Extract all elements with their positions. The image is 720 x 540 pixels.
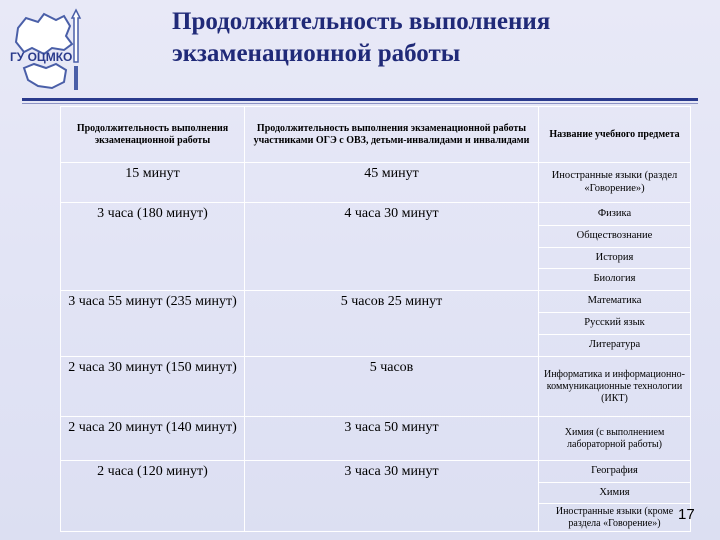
subject-cell: Химия: [539, 483, 691, 504]
extended-duration-cell: 5 часов: [245, 357, 539, 417]
header-extended-duration: Продолжительность выполнения экзаменационной работы участниками ОГЭ с ОВЗ, детьми-инвалидами и инвалидами: [245, 107, 539, 163]
extended-duration-cell: 3 часа 50 минут: [245, 417, 539, 461]
logo: [8, 6, 90, 98]
duration-cell: 3 часа (180 минут): [61, 203, 245, 291]
table-row: [61, 291, 691, 313]
table-row: [61, 203, 691, 226]
table-row: [61, 461, 691, 483]
subject-cell: Литература: [539, 335, 691, 357]
subject-cell: Математика: [539, 291, 691, 313]
extended-duration-cell: 4 часа 30 минут: [245, 203, 539, 291]
title-line-2: экзаменационной работы: [172, 40, 461, 67]
duration-table: [60, 106, 691, 532]
subject-cell: Физика: [539, 203, 691, 226]
duration-cell: 3 часа 55 минут (235 минут): [61, 291, 245, 357]
header-duration: Продолжительность выполнения экзаменационной работы: [61, 107, 245, 163]
page-number: 17: [678, 506, 695, 523]
subject-cell: Обществознание: [539, 226, 691, 248]
subject-cell: История: [539, 248, 691, 269]
subject-cell: Химия (с выполнением лабораторной работы): [539, 417, 691, 461]
duration-cell: 15 минут: [61, 163, 245, 203]
extended-duration-cell: 5 часов 25 минут: [245, 291, 539, 357]
duration-cell: 2 часа 20 минут (140 минут): [61, 417, 245, 461]
table-header-row: [61, 107, 691, 163]
extended-duration-cell: 45 минут: [245, 163, 539, 203]
pen-icon: [72, 10, 80, 90]
subject-cell: Иностранные языки (кроме раздела «Говорение»): [539, 504, 691, 532]
region-map-icon: [16, 14, 72, 54]
table-row: [61, 417, 691, 461]
logo-text: ГУ ОЦМКО: [10, 50, 73, 64]
extended-duration-cell: 3 часа 30 минут: [245, 461, 539, 532]
subject-cell: Русский язык: [539, 313, 691, 335]
table-row: [61, 163, 691, 203]
duration-cell: 2 часа (120 минут): [61, 461, 245, 532]
duration-cell: 2 часа 30 минут (150 минут): [61, 357, 245, 417]
title-divider: [22, 98, 698, 101]
region-map-lower-icon: [24, 64, 66, 88]
title-line-1: Продолжительность выполнения: [172, 8, 551, 35]
subject-cell: Биология: [539, 269, 691, 291]
subject-cell: Информатика и информационно-коммуникационные технологии (ИКТ): [539, 357, 691, 417]
title-divider-thin: [22, 103, 698, 104]
subject-cell: Иностранные языки (раздел «Говорение»): [539, 163, 691, 203]
page-title: [172, 6, 692, 70]
subject-cell: География: [539, 461, 691, 483]
header-subject: Название учебного предмета: [539, 107, 691, 163]
table-row: [61, 357, 691, 417]
